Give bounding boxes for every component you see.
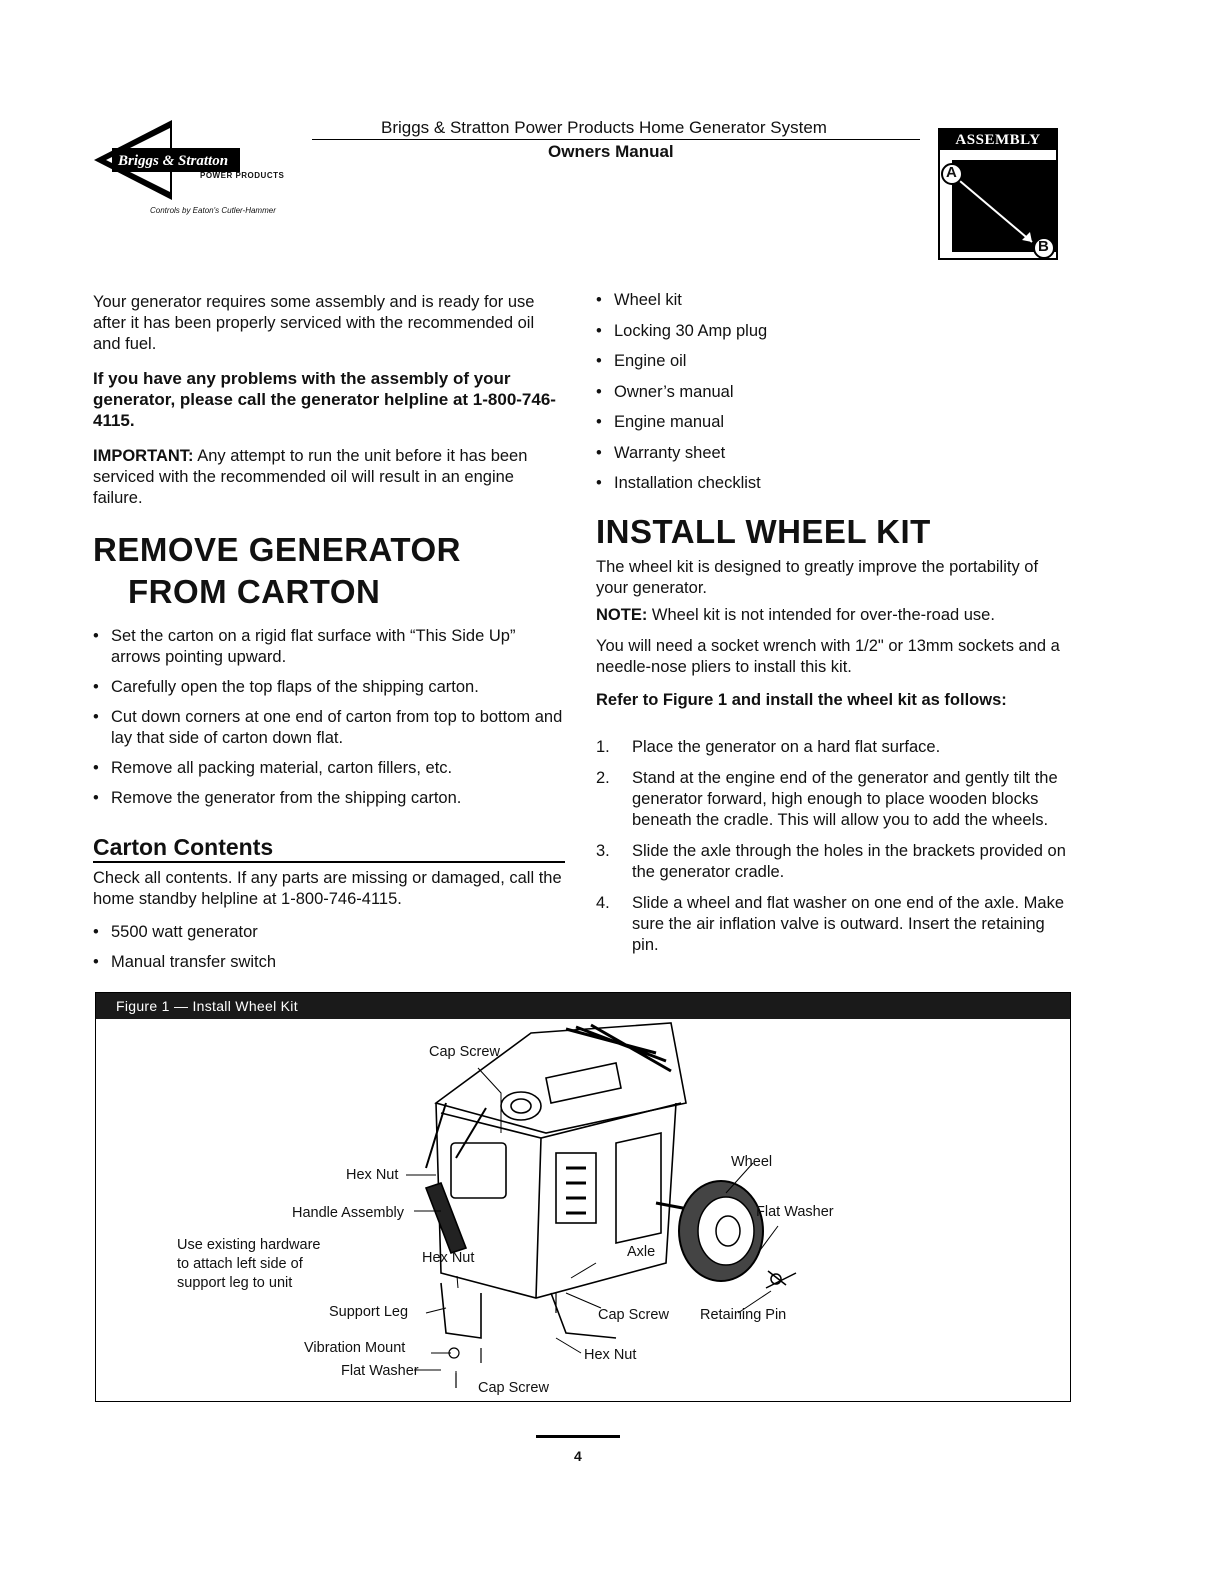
header-rule bbox=[312, 139, 920, 140]
list-item: • Engine oil bbox=[596, 351, 1056, 372]
label-cap-screw-right: Cap Screw bbox=[598, 1307, 669, 1323]
label-cap-screw-top: Cap Screw bbox=[429, 1044, 500, 1060]
carton-items-left bbox=[93, 922, 553, 982]
svg-text:Briggs & Stratton: Briggs & Stratton bbox=[118, 153, 229, 169]
label-flat-washer-left: Flat Washer bbox=[341, 1363, 419, 1379]
list-item: • Engine manual bbox=[596, 412, 1056, 433]
list-item: • Warranty sheet bbox=[596, 443, 1056, 464]
page-title: Briggs & Stratton Power Products Home Generator System bbox=[381, 118, 827, 137]
list-item: • Manual transfer switch bbox=[93, 952, 553, 973]
important-label: IMPORTANT: bbox=[93, 447, 194, 465]
badge-letter-b: B bbox=[1038, 238, 1049, 255]
install-wheel-heading: INSTALL WHEEL KIT bbox=[596, 513, 931, 550]
label-hex-nut-mid: Hex Nut bbox=[422, 1250, 475, 1266]
remove-steps-list bbox=[93, 626, 563, 818]
wheel-refer: Refer to Figure 1 and install the wheel kit as follows: bbox=[596, 691, 1007, 709]
intro-paragraph: Your generator requires some assembly and is ready for use after it has been properly serviced with the recommended oil and fuel. bbox=[93, 293, 535, 353]
section-badge-label: ASSEMBLY bbox=[940, 130, 1056, 150]
list-item: • Cut down corners at one end of carton from top to bottom and lay that side of carton down flat. bbox=[93, 707, 563, 749]
list-item: • Installation checklist bbox=[596, 473, 1056, 494]
label-axle: Axle bbox=[627, 1244, 656, 1260]
list-item: • Remove the generator from the shipping carton. bbox=[93, 788, 563, 809]
remove-heading-line1: REMOVE GENERATOR bbox=[93, 531, 461, 568]
page-number: 4 bbox=[574, 1448, 582, 1464]
helpline-paragraph: If you have any problems with the assembly of your generator, please call the generator helpline at 1-800-746-4115. bbox=[93, 369, 556, 430]
label-use-existing-3: support leg to unit bbox=[177, 1275, 293, 1291]
important-text: Any attempt to run the unit before it has been serviced with the recommended oil will result in an engine failure. bbox=[93, 447, 528, 507]
badge-graphic bbox=[940, 152, 1056, 258]
logo-brand-text bbox=[1, 1, 9, 2]
label-wheel: Wheel bbox=[731, 1154, 773, 1170]
label-retaining-pin: Retaining Pin bbox=[700, 1307, 787, 1323]
important-paragraph bbox=[93, 446, 563, 509]
list-item: • Wheel kit bbox=[596, 290, 1056, 311]
section-badge bbox=[938, 128, 1058, 260]
footer-rule bbox=[536, 1435, 620, 1438]
label-vibration-mount: Vibration Mount bbox=[304, 1340, 406, 1356]
figure-1 bbox=[95, 992, 1071, 1402]
label-use-existing-2: to attach left side of bbox=[177, 1256, 303, 1272]
label-flat-washer-right: Flat Washer bbox=[756, 1204, 834, 1220]
list-item: • Remove all packing material, carton fillers, etc. bbox=[93, 758, 563, 779]
list-item: 4. Slide a wheel and flat washer on one end of the axle. Make sure the air inflation valve is outward. Insert the retaining pin. bbox=[596, 894, 1065, 954]
note-text: Wheel kit is not intended for over-the-road use. bbox=[647, 606, 995, 624]
list-item: 3. Slide the axle through the holes in the brackets provided on the generator cradle. bbox=[596, 842, 1066, 881]
list-item: • 5500 watt generator bbox=[93, 922, 553, 943]
wheel-note bbox=[596, 605, 1066, 626]
label-handle-assembly: Handle Assembly bbox=[292, 1205, 405, 1221]
carton-contents-intro: Check all contents. If any parts are missing or damaged, call the home standby helpline at 1-800-746-4115. bbox=[93, 869, 562, 908]
list-item: • Owner’s manual bbox=[596, 382, 1056, 403]
page-subtitle: Owners Manual bbox=[548, 142, 674, 161]
figure-caption: Figure 1 — Install Wheel Kit bbox=[116, 998, 298, 1014]
list-item: • Locking 30 Amp plug bbox=[596, 321, 1056, 342]
list-item: • Carefully open the top flaps of the shipping carton. bbox=[93, 677, 563, 698]
label-hex-nut-bottom: Hex Nut bbox=[584, 1347, 637, 1363]
label-use-existing-1: Use existing hardware bbox=[177, 1237, 321, 1253]
logo-tagline: Controls by Eaton's Cutler-Hammer bbox=[150, 206, 276, 215]
logo-sub-text: POWER PRODUCTS bbox=[200, 171, 285, 180]
generator-illustration bbox=[96, 993, 1072, 1403]
label-hex-nut-top: Hex Nut bbox=[346, 1167, 399, 1183]
wheel-tools: You will need a socket wrench with 1/2" or 13mm sockets and a needle-nose pliers to install this kit. bbox=[596, 637, 1060, 676]
wheel-intro: The wheel kit is designed to greatly improve the portability of your generator. bbox=[596, 558, 1039, 597]
badge-letter-a: A bbox=[946, 164, 957, 181]
note-label: NOTE: bbox=[596, 606, 648, 624]
carton-contents-heading: Carton Contents bbox=[93, 834, 274, 860]
wheel-steps-list bbox=[596, 737, 1068, 966]
label-cap-screw-bottom: Cap Screw bbox=[478, 1380, 549, 1396]
list-item: 2. Stand at the engine end of the generator and gently tilt the generator forward, high enough to place wooden blocks beneath the cradle. This will allow you to add the wheels. bbox=[596, 769, 1058, 829]
list-item: • Set the carton on a rigid flat surface with “This Side Up” arrows pointing upward. bbox=[93, 626, 563, 668]
carton-items-right bbox=[596, 290, 1056, 504]
list-item: 1. Place the generator on a hard flat surface. bbox=[596, 738, 941, 756]
wheel-icon bbox=[679, 1181, 763, 1281]
remove-heading-line2: FROM CARTON bbox=[128, 573, 381, 610]
label-support-leg: Support Leg bbox=[329, 1304, 409, 1320]
carton-contents-rule bbox=[93, 861, 565, 863]
